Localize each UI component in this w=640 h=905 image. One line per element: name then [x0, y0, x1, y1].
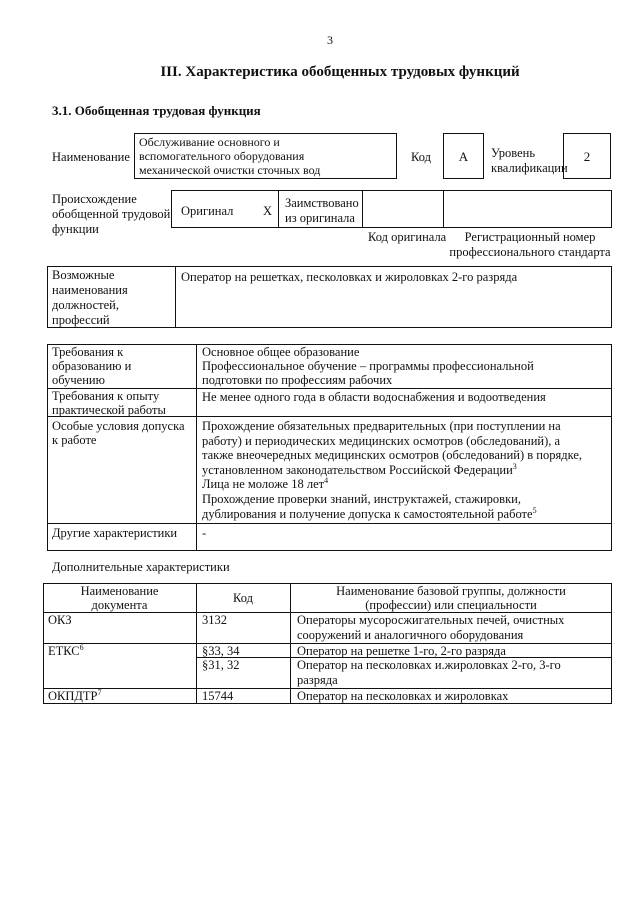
row-name: Операторы мусоросжигательных печей, очистных сооружений и аналогичного оборудования — [297, 613, 565, 642]
row-code: 15744 — [202, 689, 234, 703]
positions-label: Возможные наименования должностей, профессий — [52, 268, 128, 327]
row-doc: ЕТКС$^6$ — [48, 642, 84, 658]
special-label: Особые условия допуска к работе — [52, 419, 185, 447]
row-name: Оператор на песколовках и жироловках — [297, 689, 509, 703]
subsection-title: 3.1. Обобщенная трудовая функция — [52, 103, 261, 118]
row-code: 3132 — [202, 613, 227, 627]
experience-label: Требования к опыту практической работы — [52, 389, 166, 417]
row-doc: ОКПДТР$^7$ — [48, 687, 102, 703]
row-name: Оператор на решетке 1-го, 2-го разряда — [297, 644, 506, 658]
header-doc: Наименование документа — [80, 584, 159, 612]
name-label: Наименование — [52, 150, 130, 164]
code-value: А — [458, 149, 469, 164]
level-value: 2 — [583, 149, 591, 164]
origin-table — [171, 190, 612, 228]
education-label: Требования к образованию и обучению — [52, 345, 132, 387]
original-mark: Х — [263, 204, 273, 218]
footnote-4: 4 — [324, 476, 329, 486]
row-code: §31, 32 — [202, 658, 240, 672]
other-label: Другие характеристики — [52, 526, 178, 540]
experience-value: Не менее одного года в области водоснабжения и водоотведения — [202, 390, 546, 404]
original-label: Оригинал — [181, 204, 234, 218]
function-name: Обслуживание основного и вспомогательного оборудования механической очистки сточных вод — [139, 135, 321, 177]
code-original-label: Код оригинала — [368, 230, 447, 244]
footnote-5: 5 — [532, 505, 537, 515]
row-doc: ОКЗ — [48, 613, 72, 627]
other-value: - — [202, 526, 207, 540]
footnote-3: 3 — [512, 461, 517, 471]
positions-value: Оператор на решетках, песколовках и жироловках 2-го разряда — [181, 270, 518, 284]
header-name: Наименование базовой группы, должности (профессии) или специальности — [336, 584, 566, 612]
additional-title: Дополнительные характеристики — [52, 560, 230, 574]
reg-number-label: Регистрационный номер профессионального стандарта — [449, 230, 611, 259]
special-value: Прохождение обязательных предварительных (при поступлении на работу) и периодических медицинских осмотров (обследований), а также внеочередных медицинских осмотров (обследований) в порядке, установленном законодательством Российской Федерации$^3$ Лица не моложе 18 лет$^4$ Прохождение проверки знаний, инструктажей, стажировки, дублирования и получение допуска к самостоятельной работе$^5$ — [202, 419, 583, 521]
row-code: §33, 34 — [202, 644, 240, 658]
section-title: III. Характеристика обобщенных трудовых функций — [160, 64, 520, 80]
education-value: Основное общее образование Профессиональное обучение – программы профессиональной подготовки по профессиям рабочих — [202, 345, 534, 387]
page-number: 3 — [327, 33, 333, 47]
origin-label: Происхождение обобщенной трудовой функции — [52, 192, 171, 236]
level-label: Уровень квалификации — [491, 146, 568, 175]
code-label: Код — [411, 150, 431, 164]
borrowed-label: Заимствовано из оригинала — [285, 196, 359, 225]
header-code: Код — [233, 591, 253, 605]
row-name: Оператор на песколовках и.жироловках 2-го, 3-го разряда — [297, 658, 561, 687]
